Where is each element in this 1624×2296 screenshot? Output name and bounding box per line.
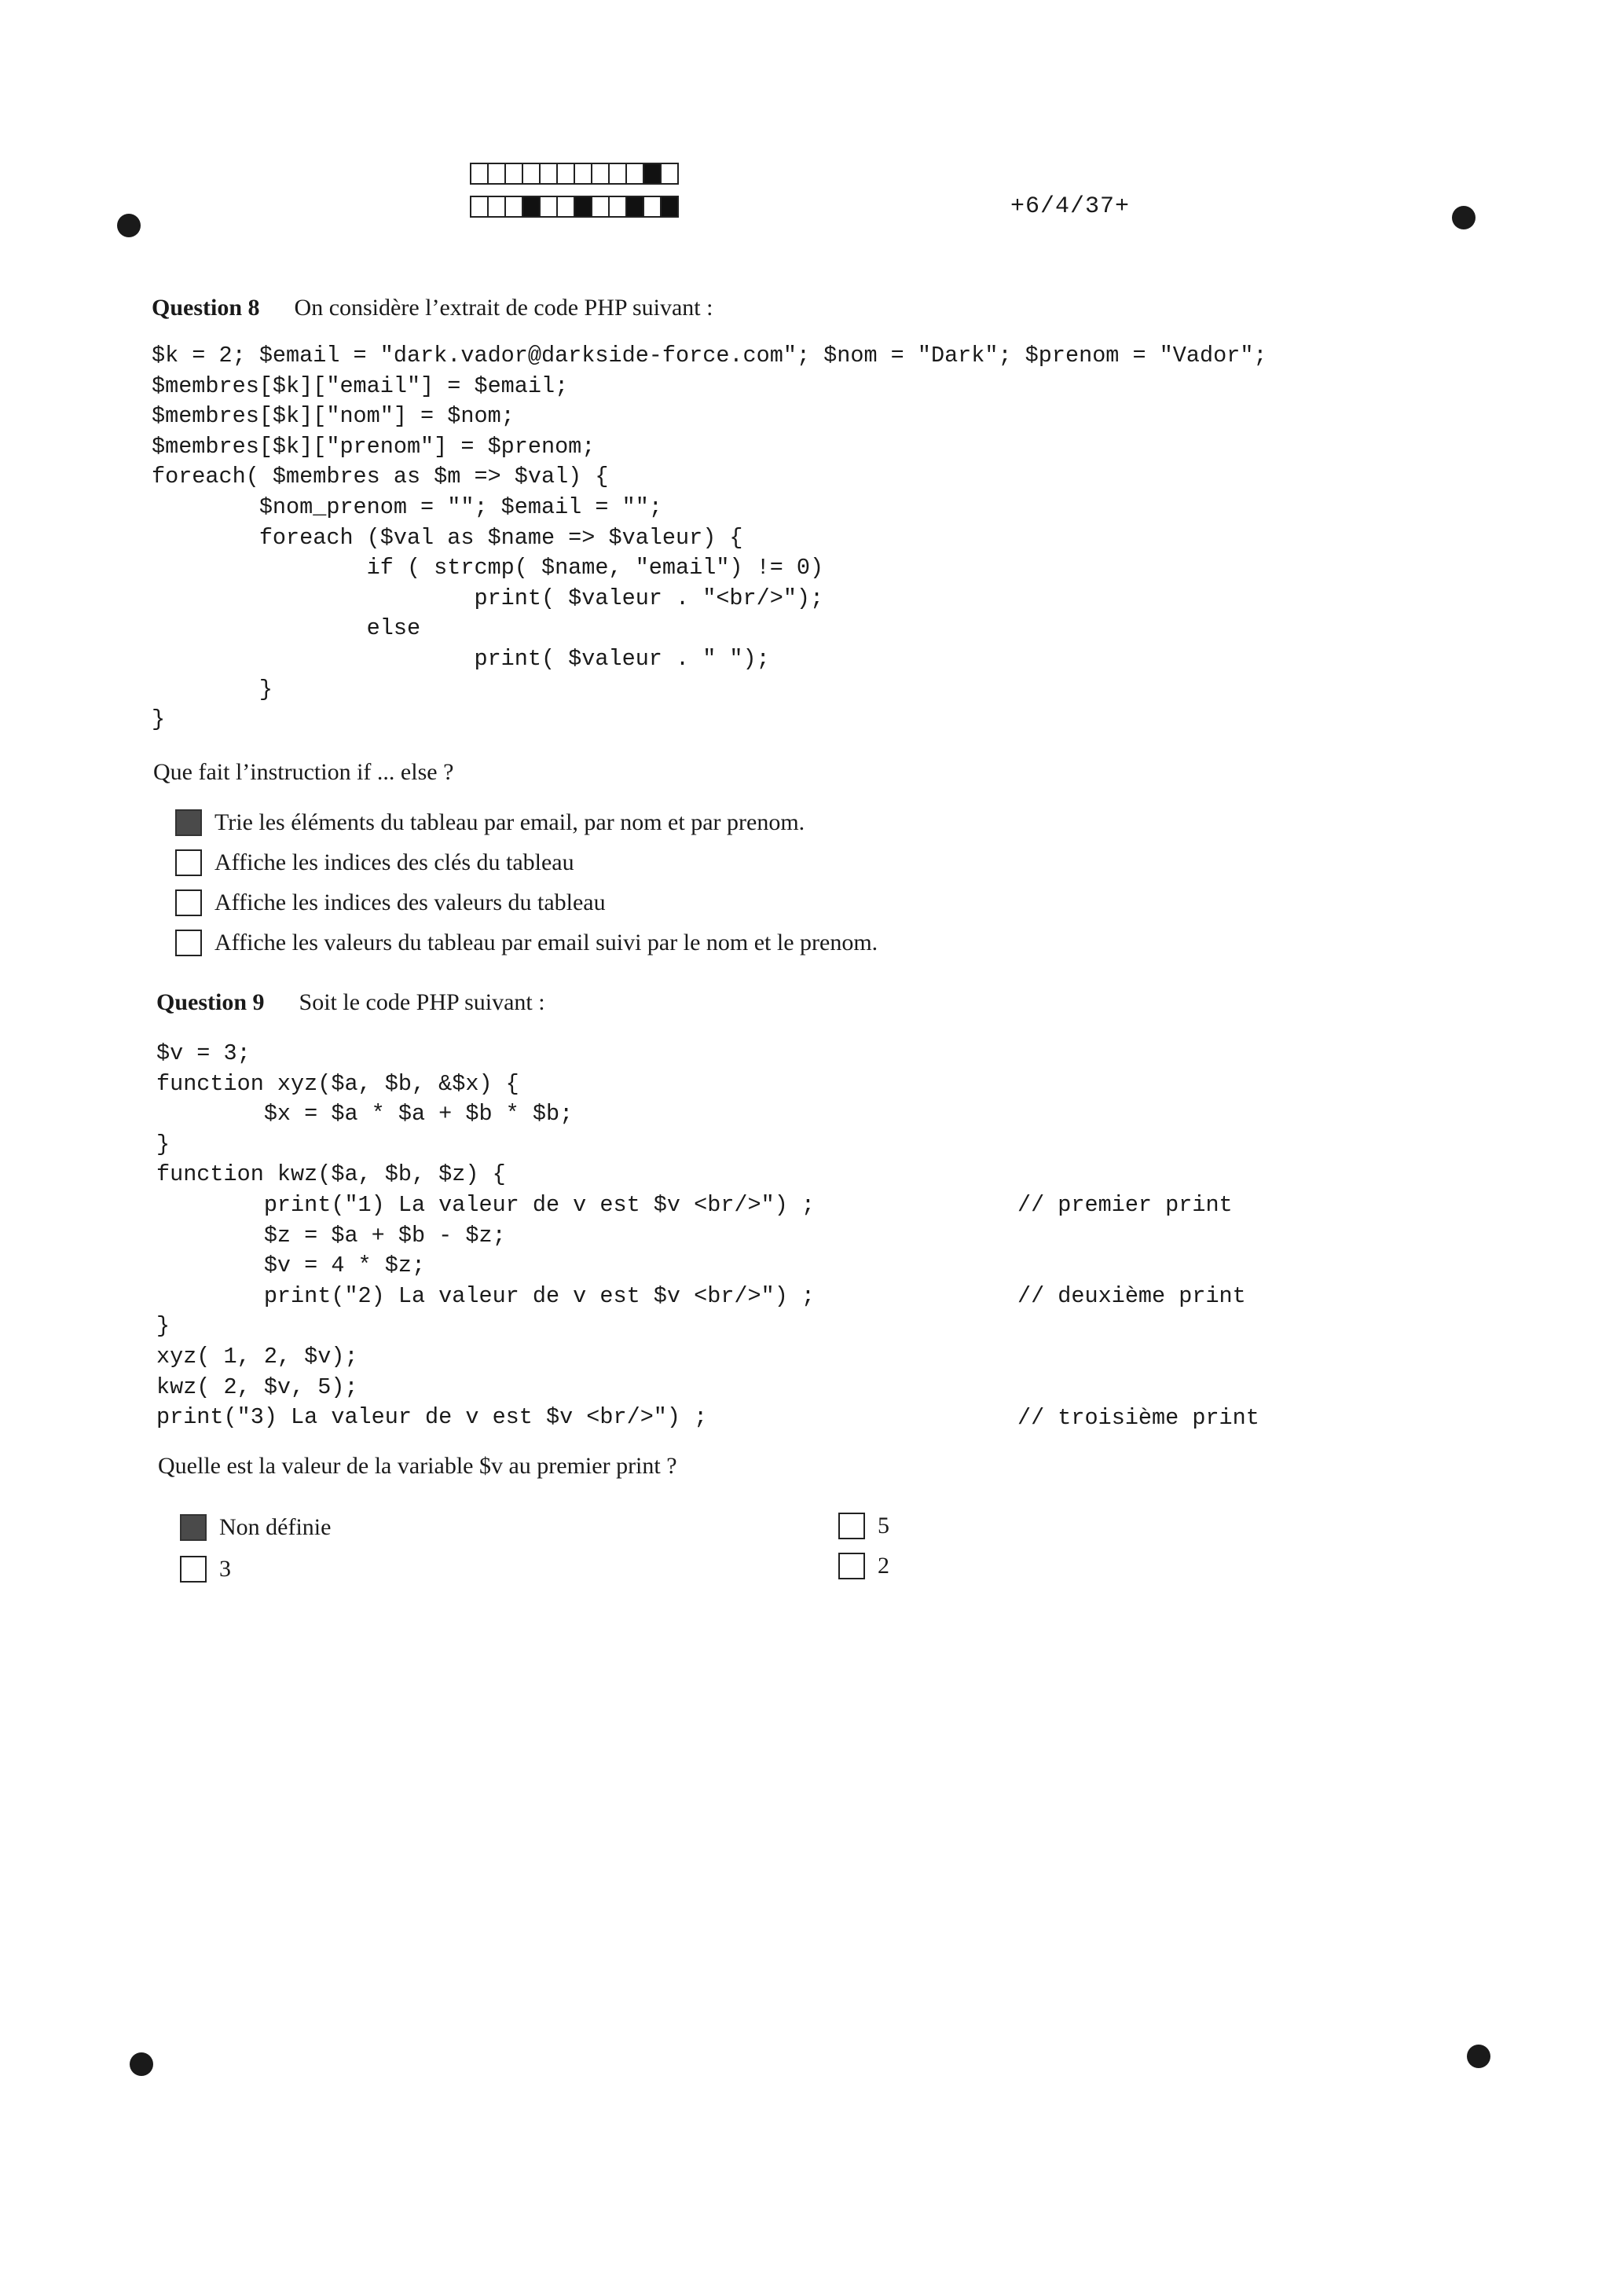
q8-option-3-label: Affiche les indices des valeurs du tableau (214, 889, 606, 915)
barcode-top-cell (556, 163, 575, 185)
q8-option-4-checkbox[interactable] (175, 930, 202, 956)
question-9-code: $v = 3; function xyz($a, $b, &$x) { $x = $a * $a + $b * $b; } function kwz($a, $b, $z) { print("1) La valeur de v est $v <br/>") ; $z = $a + $b - $z; $v = 4 * $z; print("2) La valeur de v est $v <br/>") ; } xyz( 1, 2, $v); kwz( 2, $v, 5); print("3) La valeur de v est $v <br/>") ; (156, 1040, 816, 1431)
barcode-top-cell (522, 163, 541, 185)
registration-dot-bottom-right (1467, 2045, 1490, 2068)
question-8-intro: On considère l’extrait de code PHP suivant : (294, 295, 713, 321)
question-8-label: Question 8 (152, 295, 260, 321)
barcode-top-cell (660, 163, 679, 185)
registration-dot-top-left (117, 214, 141, 237)
q9-option-1-checkbox[interactable] (180, 1514, 207, 1541)
q8-option-3[interactable] (175, 889, 606, 916)
q8-option-2[interactable] (175, 849, 574, 876)
barcode-top-cell (574, 163, 592, 185)
q9-option-4-checkbox[interactable] (838, 1553, 865, 1579)
q8-option-1-label: Trie les éléments du tableau par email, par nom et par prenom. (214, 809, 805, 835)
q8-option-2-checkbox[interactable] (175, 849, 202, 876)
q9-option-2-checkbox[interactable] (180, 1556, 207, 1583)
barcode-top-cell (591, 163, 610, 185)
q8-option-4-label: Affiche les valeurs du tableau par email suivi par le nom et le prenom. (214, 930, 878, 955)
barcode-bottom-cell (608, 196, 627, 218)
barcode-top-cell (504, 163, 523, 185)
q9-option-1-label: Non définie (219, 1514, 332, 1540)
code-comment-deuxieme-print: // deuxième print (1017, 1283, 1246, 1309)
barcode-bottom-cell (487, 196, 506, 218)
question-8-code: $k = 2; $email = "dark.vador@darkside-force.com"; $nom = "Dark"; $prenom = "Vador"; $membres[$k]["email"] = $email; $membres[$k]["nom"] = $nom; $membres[$k]["prenom"] = $prenom; foreach( $membres as $m => $val) { $nom_prenom = ""; $email = ""; foreach ($val as $name => $valeur) { if ( strcmp( $name, "email") != 0) print( $valeur . "<br/>"); else print( $valeur . " "); } } (152, 343, 1267, 733)
q8-option-1[interactable] (175, 809, 805, 836)
barcode-bottom-cell (660, 196, 679, 218)
barcode-top-cell (539, 163, 558, 185)
code-comment-premier-print: // premier print (1017, 1192, 1233, 1218)
question-9-label: Question 9 (156, 989, 265, 1015)
q8-option-4[interactable] (175, 930, 878, 956)
barcode-bottom-cell (574, 196, 592, 218)
q9-option-2-label: 3 (219, 1556, 231, 1582)
code-comment-troisieme-print: // troisième print (1017, 1405, 1259, 1431)
q9-option-3-checkbox[interactable] (838, 1513, 865, 1539)
q9-option-2[interactable] (180, 1556, 231, 1583)
q9-option-3[interactable] (838, 1513, 889, 1539)
question-9-intro: Soit le code PHP suivant : (299, 989, 545, 1015)
barcode-bottom-cell (556, 196, 575, 218)
q9-option-3-label: 5 (878, 1513, 889, 1539)
question-8-prompt: Que fait l’instruction if ... else ? (153, 759, 454, 785)
question-9-prompt: Quelle est la valeur de la variable $v au premier print ? (158, 1453, 677, 1479)
barcode-top-cell (608, 163, 627, 185)
barcode-bottom-cell (470, 196, 489, 218)
barcode-top-cell (487, 163, 506, 185)
barcode-bottom-cell (625, 196, 644, 218)
barcode-top-cell (643, 163, 662, 185)
question-8-header (152, 295, 713, 321)
q8-option-3-checkbox[interactable] (175, 889, 202, 916)
barcode-bottom-cell (539, 196, 558, 218)
q8-option-2-label: Affiche les indices des clés du tableau (214, 849, 574, 875)
page-identifier: +6/4/37+ (1010, 193, 1131, 220)
barcode-bottom-cell (504, 196, 523, 218)
barcode-bottom-cell (522, 196, 541, 218)
barcode-bottom-cell (643, 196, 662, 218)
registration-dot-bottom-left (130, 2052, 153, 2076)
q9-option-4-label: 2 (878, 1553, 889, 1579)
registration-dot-top-right (1452, 206, 1476, 229)
barcode-row-top (470, 163, 677, 185)
question-9-header (156, 989, 545, 1016)
barcode-bottom-cell (591, 196, 610, 218)
barcode-row-bottom (470, 196, 677, 218)
q8-option-1-checkbox[interactable] (175, 809, 202, 836)
q9-option-1[interactable] (180, 1514, 331, 1541)
barcode-top-cell (625, 163, 644, 185)
barcode-top-cell (470, 163, 489, 185)
q9-option-4[interactable] (838, 1553, 889, 1579)
